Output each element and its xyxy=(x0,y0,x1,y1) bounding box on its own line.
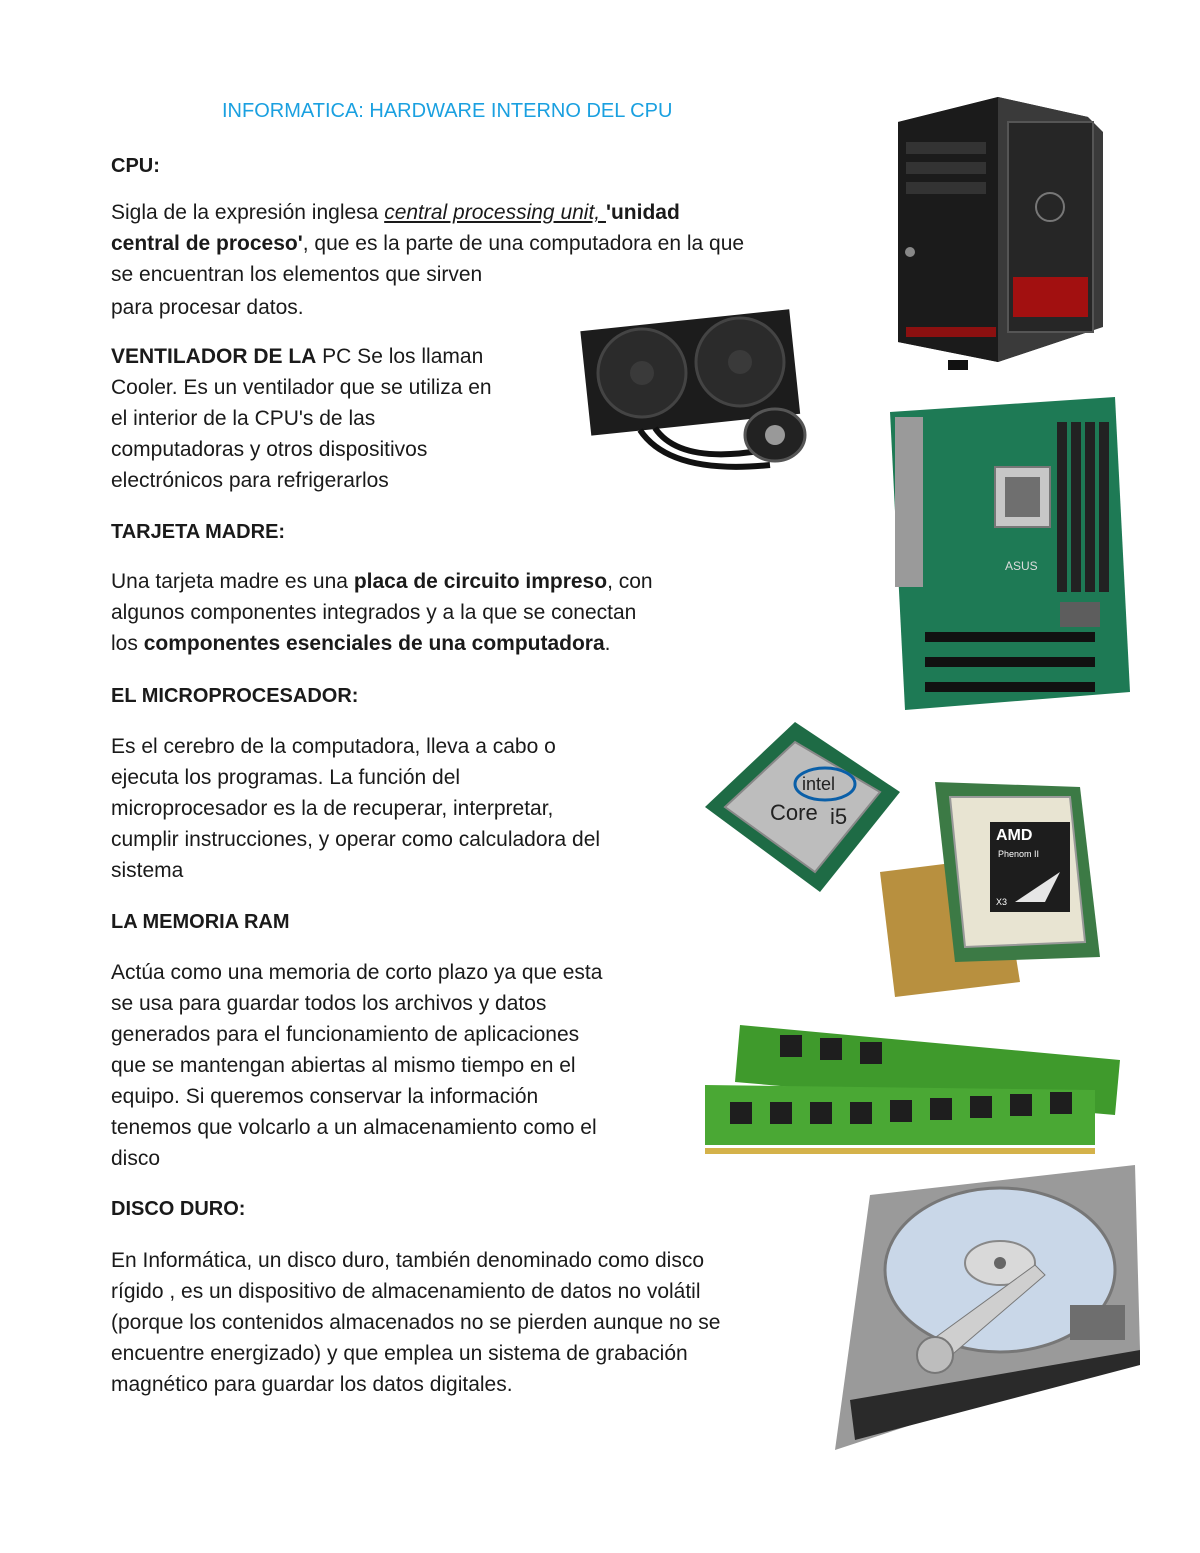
phenom-text: Phenom II xyxy=(998,849,1040,859)
cooler-line-1: VENTILADOR DE LA PC Se los llaman xyxy=(111,345,484,368)
cpu-heading: CPU: xyxy=(111,155,160,177)
hdd-line: encuentre energizado) y que emplea un sistema de grabación xyxy=(111,1342,688,1365)
micro-heading: EL MICROPROCESADOR: xyxy=(111,685,359,707)
asus-logo-text: ASUS xyxy=(1005,559,1038,573)
micro-line: Es el cerebro de la computadora, lleva a cabo o xyxy=(111,735,556,758)
core-text: Core xyxy=(770,800,818,825)
cooler-image xyxy=(580,300,820,482)
motherboard-image xyxy=(885,392,1133,714)
ram-line: Actúa como una memoria de corto plazo ya que esta xyxy=(111,961,603,984)
micro-line: ejecuta los programas. La función del xyxy=(111,766,461,789)
cooler-line-5: electrónicos para refrigerarlos xyxy=(111,469,389,492)
x3-text: X3 xyxy=(996,897,1008,907)
page-title: INFORMATICA: HARDWARE INTERNO DEL CPU xyxy=(222,100,673,122)
micro-line: microprocesador es la de recuperar, interpretar, xyxy=(111,797,554,820)
cpu-line-2: central de proceso', que es la parte de una computadora en la que xyxy=(111,232,745,255)
processors-image xyxy=(700,712,1120,1010)
cooler-line-4: computadoras y otros dispositivos xyxy=(111,438,428,461)
hdd-heading: DISCO DURO: xyxy=(111,1198,246,1220)
motherboard-line-1: Una tarjeta madre es una placa de circuito impreso, con xyxy=(111,570,653,593)
micro-line: cumplir instrucciones, y operar como calculadora del xyxy=(111,828,601,851)
amd-logo-text: AMD xyxy=(996,827,1033,844)
cpu-line-1: Sigla de la expresión inglesa central processing unit, 'unidad xyxy=(111,201,680,224)
cooler-line-3: el interior de la CPU's de las xyxy=(111,407,376,430)
ram-line: tenemos que volcarlo a un almacenamiento como el xyxy=(111,1116,597,1139)
hdd-line: rígido , es un dispositivo de almacenamiento de datos no volátil xyxy=(111,1280,701,1303)
hdd-line: magnético para guardar los datos digitales. xyxy=(111,1373,513,1396)
hdd-line: En Informática, un disco duro, también denominado como disco xyxy=(111,1249,704,1272)
ram-heading: LA MEMORIA RAM xyxy=(111,911,290,933)
cpu-line-4: para procesar datos. xyxy=(111,296,304,319)
hard-disk-image xyxy=(830,1165,1145,1455)
motherboard-heading: TARJETA MADRE: xyxy=(111,521,286,543)
i5-text: i5 xyxy=(830,804,848,829)
micro-line: sistema xyxy=(111,859,184,882)
motherboard-line-2: algunos componentes integrados y a la que se conectan xyxy=(111,601,637,624)
intel-logo-text: intel xyxy=(802,774,836,794)
cpu-line-3: se encuentran los elementos que sirven xyxy=(111,263,483,286)
ram-line: equipo. Si queremos conservar la información xyxy=(111,1085,539,1108)
ram-line: generados para el funcionamiento de aplicaciones xyxy=(111,1023,580,1046)
pc-tower-image xyxy=(888,92,1110,382)
motherboard-line-3: los componentes esenciales de una computadora. xyxy=(111,632,611,655)
ram-line: que se mantengan abiertas al mismo tiempo en el xyxy=(111,1054,576,1077)
cpu-term-link[interactable]: central processing unit, xyxy=(384,201,606,224)
hdd-line: (porque los contenidos almacenados no se pierden aunque no se xyxy=(111,1311,721,1334)
ram-line: se usa para guardar todos los archivos y datos xyxy=(111,992,547,1015)
ram-line: disco xyxy=(111,1147,161,1170)
cooler-line-2: Cooler. Es un ventilador que se utiliza en xyxy=(111,376,492,399)
